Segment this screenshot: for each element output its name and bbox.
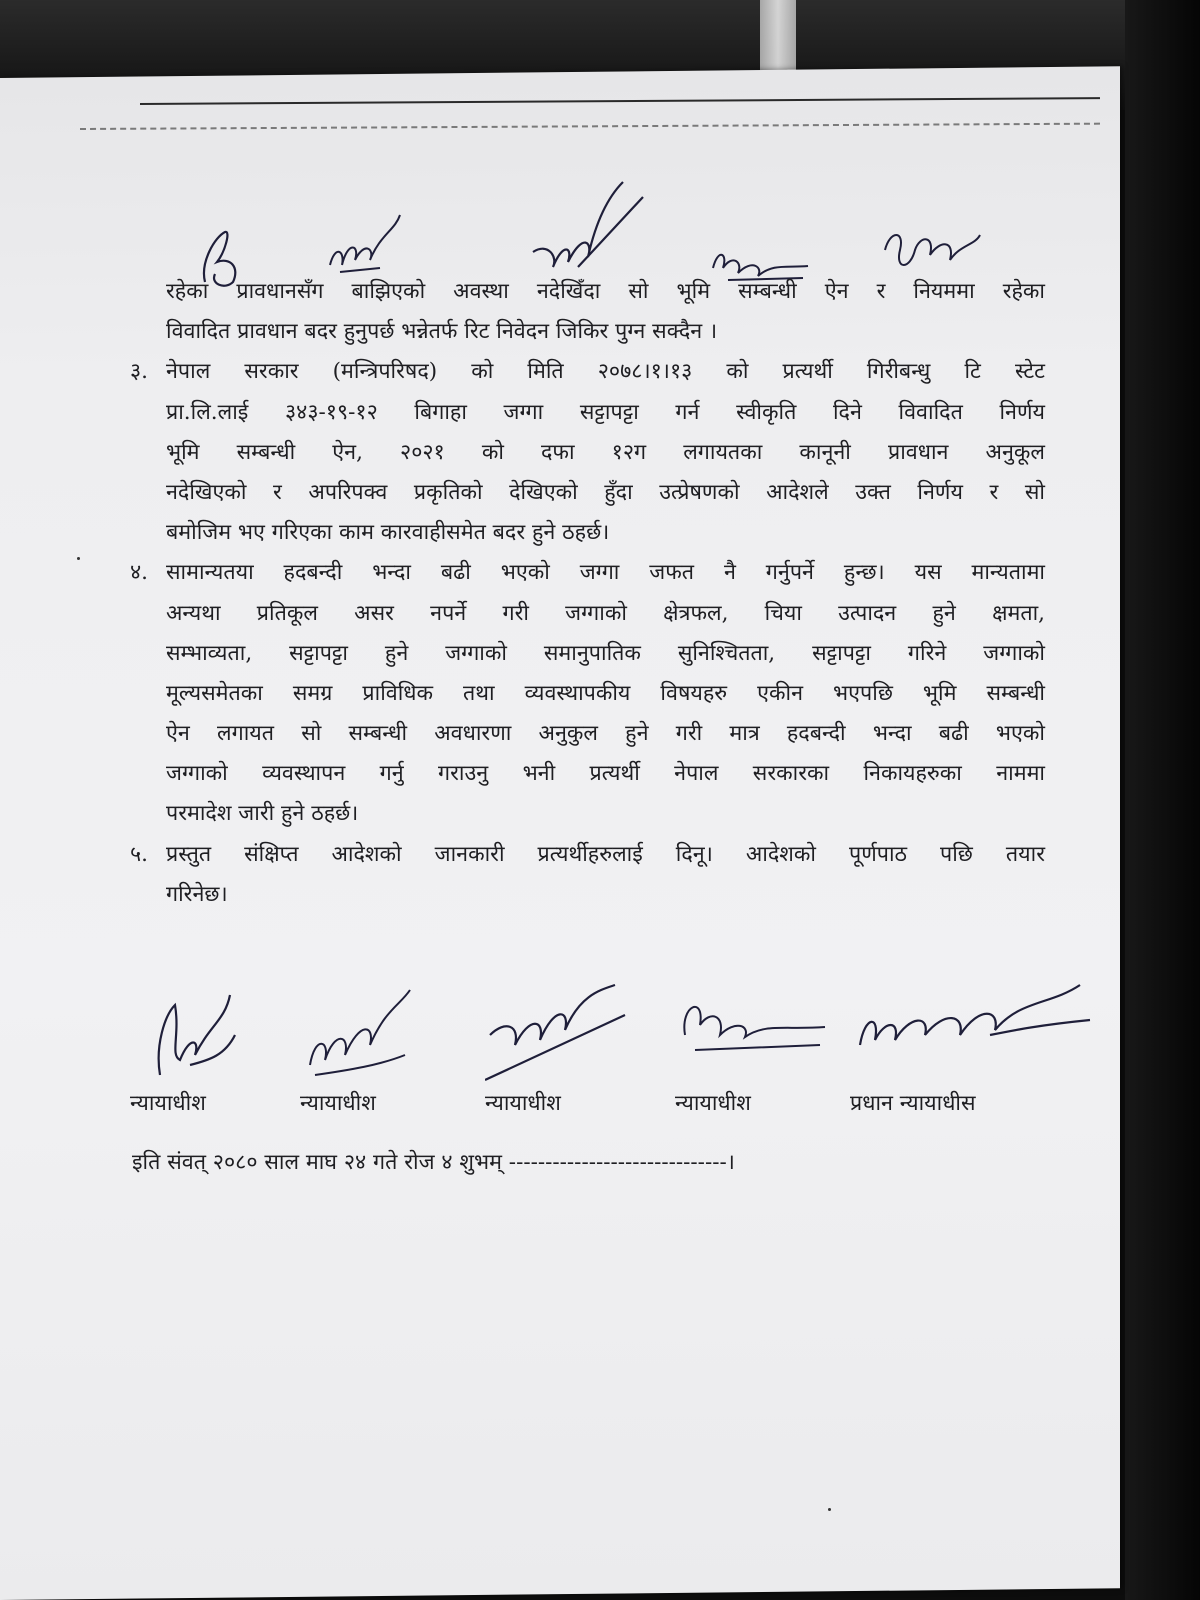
signature-block-3 <box>485 975 635 1116</box>
paragraph-text: प्रस्तुत संक्षिप्त आदेशको जानकारी प्रत्यर्थीहरुलाई दिनू। आदेशको पूर्णपाठ पछि तयार <box>166 841 1045 867</box>
paragraph-line <box>130 352 1045 392</box>
handwritten-signature-2 <box>300 975 420 1085</box>
signature-block-1 <box>130 975 240 1116</box>
signatory-title: न्यायाधीश <box>300 1091 376 1116</box>
paragraph-number: ५. <box>130 841 149 867</box>
paragraph-line: परमादेश जारी हुने ठहर्छ। <box>166 801 359 827</box>
paragraph-number: ३. <box>130 359 149 385</box>
paragraph-line: मूल्यसमेतका समग्र प्राविधिक तथा व्यवस्थापकीय विषयहरु एकीन भएपछि भूमि सम्बन्धी <box>166 680 1045 706</box>
order-body <box>130 272 1045 915</box>
paragraph-line: विवादित प्रावधान बदर हुनुपर्छ भन्नेतर्फ रिट निवेदन जिकिर पुग्न सक्दैन । <box>166 319 718 345</box>
signatory-title: न्यायाधीश <box>675 1091 751 1116</box>
background-light-strip <box>760 0 796 70</box>
signature-block-2 <box>300 975 420 1116</box>
paper-speck <box>77 557 80 560</box>
top-signature-5 <box>880 225 990 275</box>
top-signature-3 <box>528 172 648 282</box>
signatory-title: प्रधान न्यायाधीस <box>850 1091 976 1116</box>
handwritten-signature-3 <box>485 975 635 1085</box>
paragraph-text: सामान्यतया हदबन्दी भन्दा बढी भएको जग्गा जफत नै गर्नुपर्ने हुन्छ। यस मान्यतामा <box>166 560 1045 586</box>
signatory-title: न्यायाधीश <box>485 1091 561 1116</box>
top-signature-2 <box>320 210 410 280</box>
paragraph-line: जग्गाको व्यवस्थापन गर्नु गराउनु भनी प्रत्यर्थी नेपाल सरकारका निकायहरुका नाममा <box>166 761 1045 787</box>
paragraph-line: बमोजिम भए गरिएका काम कारवाहीसमेत बदर हुने ठहर्छ। <box>166 520 610 546</box>
handwritten-signature-1 <box>130 975 240 1085</box>
paragraph-line <box>130 835 1045 875</box>
paper-speck <box>828 1508 831 1511</box>
signature-block-5 <box>850 975 1100 1116</box>
signatory-title: न्यायाधीश <box>130 1091 206 1116</box>
paragraph-line: प्रा.लि.लाई ३४३-१९-१२ बिगाहा जग्गा सट्टापट्टा गर्न स्वीकृति दिने विवादित निर्णय <box>166 399 1045 425</box>
background-right <box>1125 0 1200 1600</box>
closing-line: इति संवत् २०८० साल माघ २४ गते रोज ४ शुभम् ------------------------------। <box>132 1150 735 1175</box>
paragraph-line: रहेका प्रावधानसँग बाझिएको अवस्था नदेखिँदा सो भूमि सम्बन्धी ऐन र नियममा रहेका <box>166 279 1045 304</box>
paragraph-line: अन्यथा प्रतिकूल असर नपर्ने गरी जग्गाको क्षेत्रफल, चिया उत्पादन हुने क्षमता, <box>166 600 1045 626</box>
paragraph-line: नदेखिएको र अपरिपक्व प्रकृतिको देखिएको हुँदा उत्प्रेषणको आदेशले उक्त निर्णय र सो <box>166 479 1045 505</box>
paragraph-line: भूमि सम्बन्धी ऐन, २०२१ को दफा १२ग लगायतका कानूनी प्रावधान अनुकूल <box>166 439 1045 465</box>
signature-row <box>100 975 1120 1115</box>
handwritten-signature-5 <box>850 975 1100 1085</box>
paragraph-line: सम्भाव्यता, सट्टापट्टा हुने जग्गाको समानुपातिक सुनिश्चितता, सट्टापट्टा गरिने जग्गाको <box>166 640 1045 666</box>
paragraph-text: नेपाल सरकार (मन्त्रिपरिषद) को मिति २०७८।१।१३ को प्रत्यर्थी गिरीबन्धु टि स्टेट <box>166 359 1045 385</box>
paragraph-number: ४. <box>130 560 149 586</box>
signature-block-4 <box>675 975 835 1116</box>
paragraph-line: ऐन लगायत सो सम्बन्धी अवधारणा अनुकुल हुने गरी मात्र हदबन्दी भन्दा बढी भएको <box>166 721 1045 747</box>
paragraph-line: गरिनेछ। <box>166 881 228 907</box>
paragraph-line <box>130 553 1045 593</box>
handwritten-signature-4 <box>675 975 835 1085</box>
